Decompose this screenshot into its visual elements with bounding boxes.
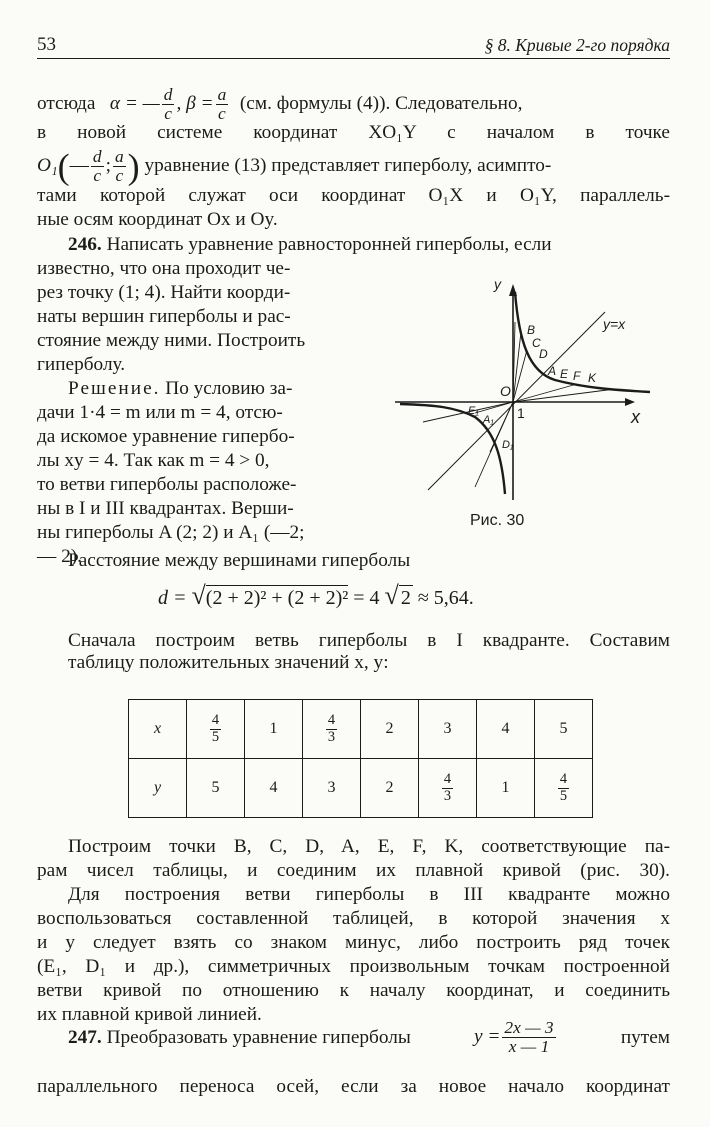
solution-line5: то ветви гиперболы расположе- <box>37 474 297 495</box>
para3-line1: Построим точки B, C, D, A, E, F, K, соответствующие па- <box>68 836 670 857</box>
fig-label-origin: O <box>500 383 511 399</box>
values-table <box>128 699 593 818</box>
fig-point-E1: E₁ <box>468 405 479 417</box>
problem-246-line4: наты вершин гиперболы и рас- <box>37 306 291 327</box>
para1-line4: тами которой служат оси координат O₁X и O₁Y, параллель- <box>37 185 670 206</box>
solution-line7: ны гиперболы A (2; 2) и A₁ (—2; <box>37 522 305 543</box>
table-row-x <box>129 700 593 759</box>
table-cell: 1 <box>245 700 303 759</box>
problem-246-line5: стояние между ними. Построить <box>37 330 306 351</box>
fig-point-D1: D₁ <box>502 439 514 451</box>
distance-formula: d = √(2 + 2)² + (2 + 2)² = 4 √ 2 ≈ 5,64. <box>158 581 474 610</box>
para3-line6: (E₁, D₁ и др.), симметричных произвольным точкам построенной <box>37 956 670 977</box>
fig-label-y: y <box>494 276 501 292</box>
table-cell: $\frac{4}{5}$ <box>187 700 245 759</box>
para3-line3: Для построения ветви гиперболы в III квадранте можно <box>68 884 670 905</box>
table-intro-line2: таблицу положительных значений x, y: <box>68 652 389 673</box>
table-cell: $\frac{4}{3}$ <box>303 700 361 759</box>
fig-point-E: E <box>560 367 569 381</box>
fig-point-C: C <box>532 336 541 350</box>
x-axis-arrow <box>625 398 635 406</box>
problem-246-line2: известно, что она проходит че- <box>37 258 291 279</box>
table-cell: 2 <box>361 759 419 818</box>
header-rule <box>37 58 670 59</box>
figure-30-hyperbola <box>395 272 670 502</box>
table-cell: 3 <box>303 759 361 818</box>
running-header: § 8. Кривые 2-го порядка <box>484 35 670 55</box>
fig-point-F: F <box>573 369 581 383</box>
fig-label-asymptote: y=x <box>603 316 626 332</box>
para3-line7: ветви кривой по отношению к началу координат, и соединить <box>37 980 670 1001</box>
solution-line6: ны в I и III квадрантах. Верши- <box>37 498 294 519</box>
fig-label-x: x <box>631 407 640 427</box>
para3-line4: воспользоваться составленной таблицей, в которой значения x <box>37 908 670 929</box>
solution-line3: да искомое уравнение гипербо- <box>37 426 295 447</box>
solution-line1: Решение. По условию за- <box>68 378 293 399</box>
table-header-y: y <box>129 759 187 818</box>
para1-line2: в новой системе координат XO₁Y с началом в точке <box>37 122 670 143</box>
para1-line5: ные осям координат Ox и Oy. <box>37 209 278 230</box>
table-cell: 4 <box>477 700 535 759</box>
problem-246-line3: рез точку (1; 4). Найти коорди- <box>37 282 291 303</box>
solution-line8: — 2). <box>37 546 82 567</box>
page-number: 53 <box>37 34 56 55</box>
fig-point-A: A <box>548 364 557 378</box>
fig-label-one: 1 <box>517 405 525 421</box>
fig-point-D: D <box>539 347 548 361</box>
table-intro-line1: Сначала построим ветвь гиперболы в I квадранте. Составим <box>68 630 670 651</box>
para1-line3: O₁(— $\frac{d}{c}$ ; $\frac{a}{c}$ ) уравнение (13) представляет гиперболу, асимпто- <box>37 146 552 187</box>
figure-caption: Рис. 30 <box>470 512 525 529</box>
fig-point-A1: A₁ <box>483 414 494 426</box>
table-cell: $\frac{4}{5}$ <box>535 759 593 818</box>
table-row-y <box>129 759 593 818</box>
para3-line5: и y следует взять со знаком минус, либо построить ряд точек <box>37 932 670 953</box>
fig-point-B: B <box>527 323 536 337</box>
para3-line2: рам чисел таблицы, и соединим их плавной кривой (рис. 30). <box>37 860 670 881</box>
problem-247-line1: 247. Преобразовать уравнение гиперболы y = $\frac{2x — 3}{x — 1}$ путем <box>68 1018 670 1057</box>
table-cell: $\frac{4}{3}$ <box>419 759 477 818</box>
table-cell: 4 <box>245 759 303 818</box>
problem-247-line2: параллельного переноса осей, если за новое начало координат <box>37 1076 670 1097</box>
table-cell: 1 <box>477 759 535 818</box>
table-cell: 5 <box>535 700 593 759</box>
table-header-x: x <box>129 700 187 759</box>
para1-line1: отсюда α = — $\frac{d}{c}$ , β = $\frac{a}{c}$ (см. формулы (4)). Следовательно, <box>37 85 523 124</box>
problem-246-line1: 246. Написать уравнение равносторонней гиперболы, если <box>68 234 552 255</box>
fig-point-K: K <box>588 371 597 385</box>
para3-line8: их плавной кривой линией. <box>37 1004 262 1025</box>
problem-246-line6: гиперболу. <box>37 354 126 375</box>
solution-line4: лы xy = 4. Так как m = 4 > 0, <box>37 450 270 471</box>
table-cell: 3 <box>419 700 477 759</box>
table-cell: 2 <box>361 700 419 759</box>
distance-intro: Расстояние между вершинами гиперболы <box>68 550 411 571</box>
table-cell: 5 <box>187 759 245 818</box>
solution-line2: дачи 1·4 = m или m = 4, отсю- <box>37 402 283 423</box>
